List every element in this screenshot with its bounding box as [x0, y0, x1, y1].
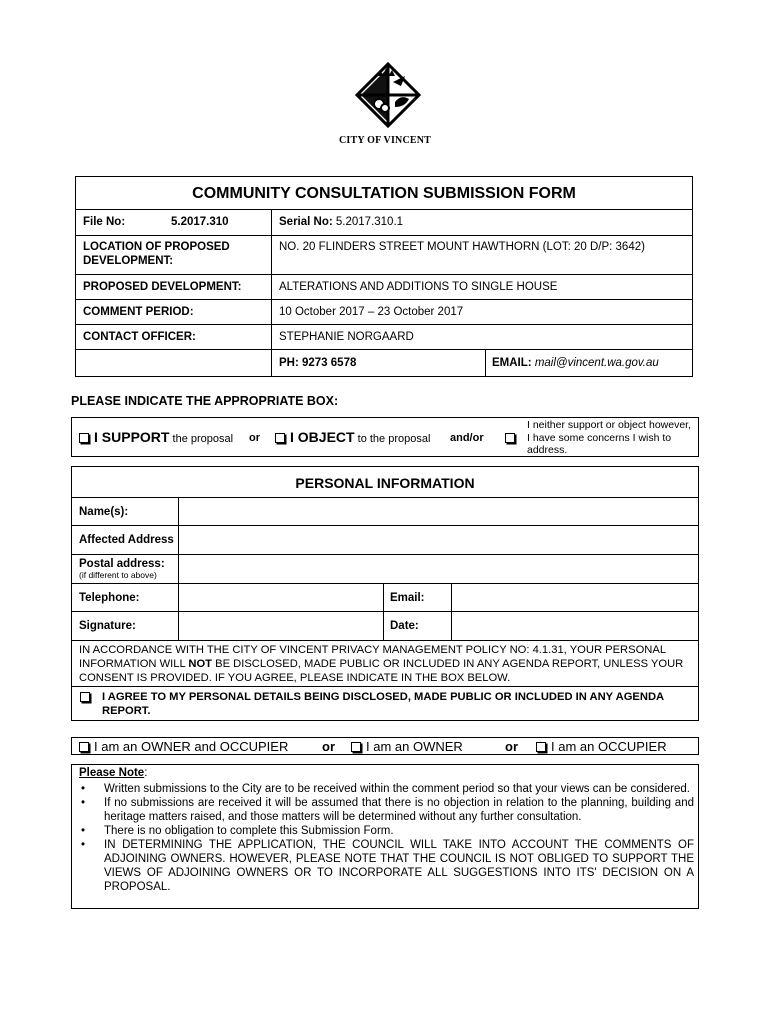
object-checkbox[interactable]: [275, 433, 285, 443]
owner-checkbox[interactable]: [351, 742, 361, 752]
proposed-label: PROPOSED DEVELOPMENT:: [83, 281, 242, 293]
owner-occupier-option[interactable]: I am an OWNER and OCCUPIER: [79, 739, 288, 754]
notes-section: [71, 764, 699, 909]
occupier-option[interactable]: I am an OCCUPIER: [536, 739, 667, 754]
object-option[interactable]: [275, 430, 430, 446]
owner-options: [71, 737, 699, 755]
names-label: Name(s):: [79, 506, 129, 518]
note-item: • Written submissions to the City are to be received within the comment period so that your views can be considered.: [81, 783, 690, 795]
postal-address-note: (if different to above): [79, 570, 157, 580]
contact-officer-label: CONTACT OFFICER:: [83, 331, 196, 343]
and-or-label: and/or: [450, 432, 484, 444]
notes-list: [79, 782, 694, 894]
affected-address-label: Affected Address: [79, 534, 174, 546]
contact-officer-value: STEPHANIE NORGAARD: [279, 331, 414, 343]
affected-address-field[interactable]: [180, 527, 697, 553]
neither-option: I neither support or object however, I have some concerns I wish to address.: [527, 419, 692, 456]
telephone-label: Telephone:: [79, 592, 140, 604]
date-label: Date:: [390, 620, 419, 632]
note-item: • There is no obligation to complete this Submission Form.: [81, 825, 394, 837]
object-strong: I OBJECT: [290, 429, 355, 445]
owner-option[interactable]: I am an OWNER: [351, 739, 463, 754]
comment-period-label: COMMENT PERIOD:: [83, 306, 194, 318]
details-table: [75, 176, 693, 377]
serial-no-value: 5.2017.310.1: [335, 216, 404, 228]
phone: PH: 9273 6578: [279, 357, 357, 369]
object-rest: to the proposal: [357, 433, 431, 445]
comment-period-value: 10 October 2017 – 23 October 2017: [279, 306, 464, 318]
privacy-statement: IN ACCORDANCE WITH THE CITY OF VINCENT PRIVACY MANAGEMENT POLICY NO: 4.1.31, YOUR PERSONAL INFORMATION WILL NOT BE DISCLOSED, MADE PUBLIC OR INCLUDED IN ANY AGENDA REPORT, UNLESS YOUR CONSENT IS PROVIDED. IF YOU AGREE, PLEASE INDICATE IN THE BOX BELOW.: [79, 644, 684, 684]
signature-field[interactable]: [180, 613, 382, 639]
signature-label: Signature:: [79, 620, 136, 632]
location-value: NO. 20 FLINDERS STREET MOUNT HAWTHORN (LOT: 20 D/P: 3642): [279, 241, 645, 253]
email-label: EMAIL:: [492, 357, 532, 369]
email-field-label: Email:: [390, 592, 425, 604]
or-label-2: or: [322, 739, 335, 754]
notes-heading: Please Note:: [79, 767, 148, 779]
names-field[interactable]: [180, 499, 697, 524]
personal-info-title: PERSONAL INFORMATION: [295, 475, 475, 491]
file-no-label: File No:: [83, 216, 126, 228]
serial-no-label: Serial No:: [279, 216, 333, 228]
indicate-heading: PLEASE INDICATE THE APPROPRIATE BOX:: [71, 394, 339, 408]
personal-info-section: [71, 466, 699, 721]
owner-occupier-checkbox[interactable]: [79, 742, 89, 752]
file-no-value: 5.2017.310: [171, 216, 229, 228]
form-title: COMMUNITY CONSULTATION SUBMISSION FORM: [76, 177, 692, 210]
or-label-1: or: [249, 432, 260, 444]
or-label-3: or: [505, 739, 518, 754]
agree-statement: I AGREE TO MY PERSONAL DETAILS BEING DISCLOSED, MADE PUBLIC OR INCLUDED IN ANY AGENDA REPORT.: [102, 691, 664, 717]
date-field[interactable]: [453, 613, 697, 639]
org-name: CITY OF VINCENT: [338, 135, 432, 146]
support-option[interactable]: [79, 430, 233, 446]
note-item: • If no submissions are received it will be assumed that there is no objection in relation to the planning, building and heritage matters raised, and those matters will be determined without any further consultation.: [81, 797, 694, 823]
support-options: [71, 417, 699, 457]
email-field[interactable]: [453, 585, 697, 610]
city-crest-logo: [355, 62, 421, 128]
support-checkbox[interactable]: [79, 433, 89, 443]
note-item: • IN DETERMINING THE APPLICATION, THE COUNCIL WILL TAKE INTO ACCOUNT THE COMMENTS OF ADJOINING OWNERS. HOWEVER, PLEASE NOTE THAT THE COUNCIL IS NOT OBLIGED TO SUPPORT THE VIEWS OF ADJOINING OWNERS OR TO INCORPORATE ALL SUGGESTIONS INTO ITS' DECISION ON A PROPOSAL.: [81, 839, 694, 893]
agree-checkbox[interactable]: [80, 692, 90, 702]
telephone-field[interactable]: [180, 585, 382, 610]
proposed-value: ALTERATIONS AND ADDITIONS TO SINGLE HOUSE: [279, 281, 558, 293]
occupier-checkbox[interactable]: [536, 742, 546, 752]
postal-address-label: Postal address:: [79, 558, 165, 570]
neither-checkbox[interactable]: [505, 433, 515, 443]
support-rest: the proposal: [172, 433, 234, 445]
postal-address-field[interactable]: [180, 556, 697, 582]
location-label: LOCATION OF PROPOSED DEVELOPMENT:: [83, 241, 230, 267]
support-strong: I SUPPORT: [94, 429, 170, 445]
email-link[interactable]: mail@vincent.wa.gov.au: [534, 357, 659, 369]
